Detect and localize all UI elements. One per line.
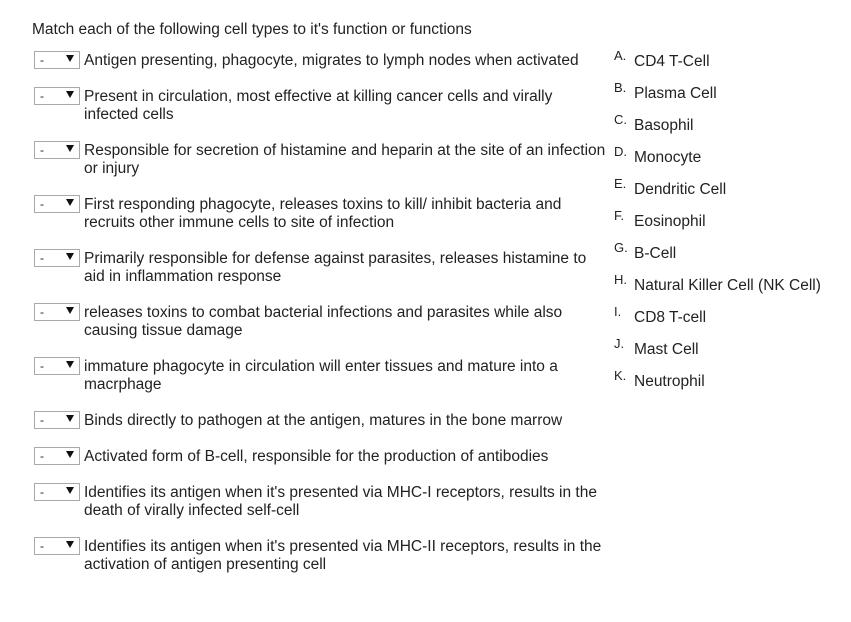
answer-text: Neutrophil [634,373,705,390]
answer-letter: C. [614,112,627,127]
match-select[interactable] [34,303,80,321]
select-value: - [40,251,44,265]
question-text: Present in circulation, most effective at killing cancer cells and virally infected cells [84,88,553,123]
answer-letter: G. [614,240,628,255]
match-select[interactable] [34,357,80,375]
answer-text: CD8 T-cell [634,309,707,326]
dropdown-arrow-icon [66,145,74,152]
answer-text: Natural Killer Cell (NK Cell) [634,277,821,294]
question-text: Identifies its antigen when it's presented via MHC-I receptors, results in the death of virally infected self-cell [84,484,597,519]
match-select[interactable] [34,483,80,501]
dropdown-arrow-icon [66,415,74,422]
select-value: - [40,413,44,427]
question-text: Identifies its antigen when it's presented via MHC-II receptors, results in the activation of antigen presenting cell [84,538,602,573]
select-value: - [40,449,44,463]
answer-letter: K. [614,368,627,383]
answer-letter: D. [614,144,627,159]
match-select[interactable] [34,249,80,267]
answer-letter: F. [614,208,625,223]
select-value: - [40,53,44,67]
answer-text: Eosinophil [634,213,706,230]
match-select[interactable] [34,447,80,465]
answer-text: Dendritic Cell [634,181,727,198]
dropdown-arrow-icon [66,451,74,458]
answer-text: Mast Cell [634,341,699,358]
select-value: - [40,89,44,103]
select-value: - [40,143,44,157]
dropdown-arrow-icon [66,541,74,548]
answer-text: Monocyte [634,149,702,166]
question-text: releases toxins to combat bacterial infections and parasites while also causing tissue damage [84,304,563,339]
question-text: Activated form of B-cell, responsible for the production of antibodies [84,448,549,465]
question-text: Responsible for secretion of histamine and heparin at the site of an infection or injury [84,142,606,177]
match-select[interactable] [34,51,80,69]
question-text: Antigen presenting, phagocyte, migrates to lymph nodes when activated [84,52,579,69]
select-value: - [40,485,44,499]
question-text: First responding phagocyte, releases toxins to kill/ inhibit bacteria and recruits other immune cells to site of infection [84,196,562,231]
answer-text: Plasma Cell [634,85,717,102]
question-text: immature phagocyte in circulation will enter tissues and mature into a macrphage [84,358,558,393]
answer-letter: J. [614,336,625,351]
select-value: - [40,305,44,319]
match-select[interactable] [34,411,80,429]
answer-letter: E. [614,176,627,191]
answer-text: B-Cell [634,245,677,262]
dropdown-arrow-icon [66,487,74,494]
answer-letter: H. [614,272,627,287]
dropdown-arrow-icon [66,253,74,260]
select-value: - [40,539,44,553]
match-select[interactable] [34,87,80,105]
dropdown-arrow-icon [66,307,74,314]
dropdown-arrow-icon [66,91,74,98]
match-select[interactable] [34,141,80,159]
answer-text: Basophil [634,117,694,134]
dropdown-arrow-icon [66,361,74,368]
question-text: Primarily responsible for defense against parasites, releases histamine to aid in inflammation response [84,250,587,285]
select-value: - [40,197,44,211]
answer-letter: I. [614,304,622,319]
match-select[interactable] [34,195,80,213]
question-text: Binds directly to pathogen at the antigen, matures in the bone marrow [84,412,563,429]
instructions: Match each of the following cell types to it's function or functions [32,21,472,38]
select-value: - [40,359,44,373]
answer-text: CD4 T-Cell [634,53,710,70]
match-select[interactable] [34,537,80,555]
answer-letter: B. [614,80,627,95]
dropdown-arrow-icon [66,199,74,206]
answer-letter: A. [614,48,627,63]
dropdown-arrow-icon [66,55,74,62]
